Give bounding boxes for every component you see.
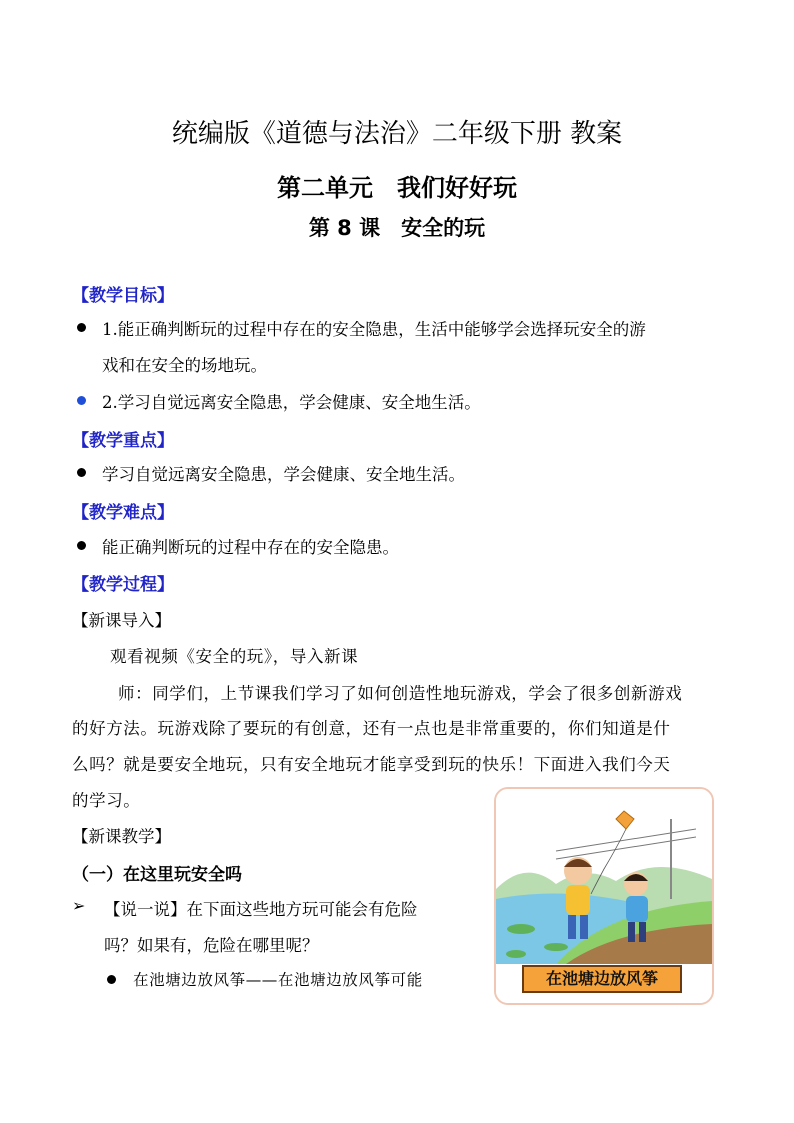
goal-2: 2.学习自觉远离安全隐患，学会健康、安全地生活。 <box>102 393 481 412</box>
key-point: 学习自觉远离安全隐患，学会健康、安全地生活。 <box>102 465 465 484</box>
bullet-dot <box>107 975 116 984</box>
bullet-dot <box>77 396 86 405</box>
new-lesson-heading: 【新课教学】 <box>72 827 171 846</box>
intro-heading: 【新课导入】 <box>72 611 171 630</box>
teacher-line-3: 么吗？就是要安全地玩，只有安全地玩才能享受到玩的快乐！下面进入我们今天 <box>72 755 671 774</box>
part-one-heading: （一）在这里玩安全吗 <box>72 865 242 885</box>
bullet-kite: 在池塘边放风筝——在池塘边放风筝可能 <box>133 971 423 989</box>
goals-heading: 【教学目标】 <box>72 286 174 306</box>
arrow-bullet-icon: ➢ <box>72 896 86 915</box>
figure-caption: 在池塘边放风筝 <box>522 965 682 993</box>
intro-line: 观看视频《安全的玩》，导入新课 <box>110 647 359 666</box>
teacher-line-2: 的好方法。玩游戏除了要玩的有创意，还有一点也是非常重要的，你们知道是什 <box>72 719 671 738</box>
bullet-dot <box>77 468 86 477</box>
difficulty-heading: 【教学难点】 <box>72 503 174 523</box>
document-title: 统编版《道德与法治》二年级下册 教案 <box>171 119 623 149</box>
teacher-line-4: 的学习。 <box>72 791 141 810</box>
bullet-dot <box>77 323 86 332</box>
say-line-1: 【说一说】在下面这些地方玩可能会有危险 <box>104 900 418 919</box>
key-heading: 【教学重点】 <box>72 431 174 451</box>
bullet-dot <box>77 541 86 550</box>
process-heading: 【教学过程】 <box>72 575 174 595</box>
unit-title: 第二单元 我们好好玩 <box>277 174 517 202</box>
teacher-line-1: 师：同学们，上节课我们学习了如何创造性地玩游戏，学会了很多创新游戏 <box>118 684 683 703</box>
goal-1-line1: 1.能正确判断玩的过程中存在的安全隐患，生活中能够学会选择玩安全的游 <box>102 320 646 339</box>
lesson-title: 第 8 课 安全的玩 <box>308 216 486 240</box>
say-line-2: 吗？如果有，危险在哪里呢？ <box>104 936 319 955</box>
kite-illustration <box>494 787 714 1005</box>
difficulty-point: 能正确判断玩的过程中存在的安全隐患。 <box>102 538 399 557</box>
goal-1-line2: 戏和在安全的场地玩。 <box>102 356 267 375</box>
